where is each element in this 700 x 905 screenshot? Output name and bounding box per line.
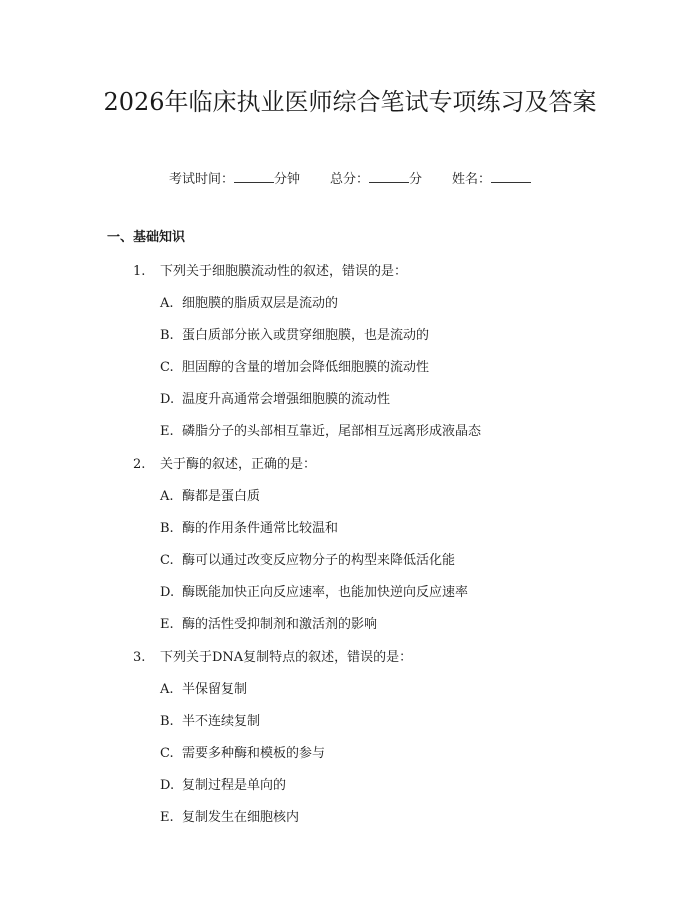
option-text: 细胞膜的脂质双层是流动的 xyxy=(182,296,339,311)
question-number: 3. xyxy=(133,650,146,665)
option-letter: B. xyxy=(160,521,174,536)
score-unit: 分 xyxy=(409,172,423,187)
time-unit: 分钟 xyxy=(273,172,300,187)
question-number: 1. xyxy=(133,264,146,279)
option-text: 需要多种酶和模板的参与 xyxy=(182,746,326,761)
option-letter: E. xyxy=(160,424,174,439)
option-letter: C. xyxy=(160,360,174,375)
option-letter: D. xyxy=(160,392,175,407)
option-letter: A. xyxy=(160,296,174,311)
name-field xyxy=(452,168,531,190)
option-letter: B. xyxy=(160,328,174,343)
option-text: 半保留复制 xyxy=(182,682,248,697)
option-letter: D. xyxy=(160,585,175,600)
option-text: 酶的活性受抑制剂和激活剂的影响 xyxy=(182,617,378,632)
option-text: 酶都是蛋白质 xyxy=(182,489,261,504)
time-label: 考试时间： xyxy=(168,172,234,187)
option-letter: E. xyxy=(160,810,174,825)
score-blank xyxy=(369,168,409,183)
option-text: 蛋白质部分嵌入或贯穿细胞膜，也是流动的 xyxy=(182,328,430,343)
name-label: 姓名： xyxy=(452,172,492,187)
option-text: 磷脂分子的头部相互靠近，尾部相互远离形成液晶态 xyxy=(182,424,482,439)
option-letter: C. xyxy=(160,553,174,568)
option-letter: E. xyxy=(160,617,174,632)
section-heading: 一、基础知识 xyxy=(107,230,186,245)
option-text: 半不连续复制 xyxy=(182,714,261,729)
option-letter: B. xyxy=(160,714,174,729)
option-letter: A. xyxy=(160,489,174,504)
option-text: 酶可以通过改变反应物分子的构型来降低活化能 xyxy=(182,553,456,568)
time-blank xyxy=(234,168,274,183)
option-letter: D. xyxy=(160,778,175,793)
option-text: 酶的作用条件通常比较温和 xyxy=(182,521,339,536)
page-title: 2026年临床执业医师综合笔试专项练习及答案 xyxy=(103,88,597,116)
option-text: 温度升高通常会增强细胞膜的流动性 xyxy=(182,392,391,407)
score-field xyxy=(330,168,422,190)
question-text: 下列关于DNA复制特点的叙述，错误的是： xyxy=(160,650,413,665)
option-text: 复制过程是单向的 xyxy=(182,778,287,793)
time-field xyxy=(169,168,300,190)
option-letter: C. xyxy=(160,746,174,761)
option-text: 复制发生在细胞核内 xyxy=(182,810,300,825)
option-text: 胆固醇的含量的增加会降低细胞膜的流动性 xyxy=(182,360,430,375)
question-text: 下列关于细胞膜流动性的叙述，错误的是： xyxy=(160,264,408,279)
option-text: 酶既能加快正向反应速率，也能加快逆向反应速率 xyxy=(182,585,469,600)
question-number: 2. xyxy=(133,457,146,472)
question-text: 关于酶的叙述，正确的是： xyxy=(160,457,317,472)
name-blank xyxy=(491,168,531,183)
score-label: 总分： xyxy=(329,172,369,187)
exam-meta xyxy=(0,168,700,190)
option-letter: A. xyxy=(160,682,174,697)
